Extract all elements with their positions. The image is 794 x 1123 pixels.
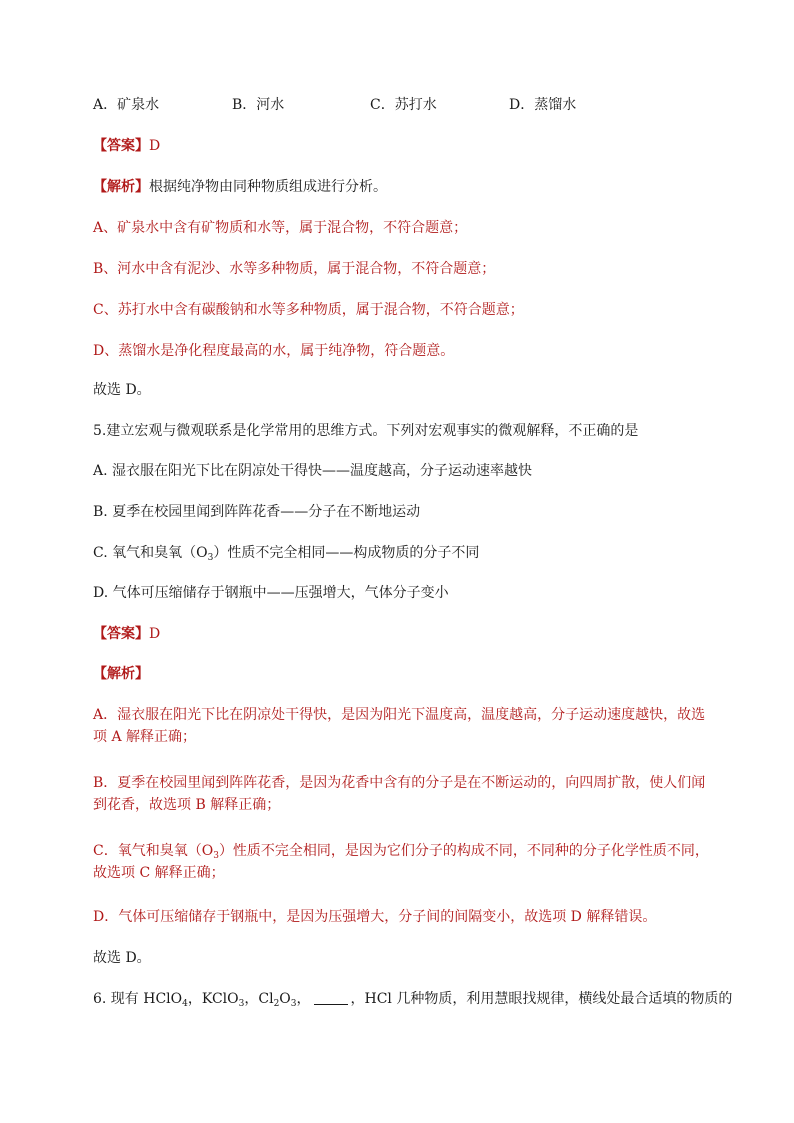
fill-in-blank[interactable] — [314, 990, 348, 1005]
q4-option-a: A．矿泉水 — [93, 97, 160, 113]
subscript: 3 — [290, 999, 297, 1009]
q6-text-3: ，Cl — [244, 991, 274, 1007]
q4-conclusion: 故选 D。 — [93, 382, 151, 398]
q5-explanation-d: D．气体可压缩储存于钢瓶中，是因为压强增大，分子间的间隔变小，故选项 D 解释错误。 — [93, 909, 657, 925]
q6-text-2: ，KClO — [187, 991, 239, 1007]
q4-item-a: A、矿泉水中含有矿物质和水等，属于混合物，不符合题意； — [93, 220, 468, 236]
q6-text-5: ， — [296, 991, 311, 1007]
analysis-intro: 根据纯净物由同种物质组成进行分析。 — [149, 179, 387, 195]
q5-conclusion: 故选 D。 — [93, 950, 151, 966]
q5-explanation-c-text-end: ）性质不完全相同，是因为它们分子的构成不同，不同种的分子化学性质不同，故选项 C 解释正确； — [93, 843, 709, 881]
q4-item-d: D、蒸馏水是净化程度最高的水，属于纯净物，符合题意。 — [93, 343, 455, 359]
q6-text-4: O — [279, 991, 291, 1007]
q5-analysis-label — [93, 663, 713, 685]
q5-explanation-b: B．夏季在校园里闻到阵阵花香，是因为花香中含有的分子是在不断运动的，向四周扩散，使人们闻到花香，故选项 B 解释正确； — [93, 775, 706, 813]
q5-option-c — [93, 542, 713, 564]
q4-option-d: D．蒸馏水 — [509, 97, 577, 113]
q4-answer — [93, 135, 713, 157]
answer-value: D — [149, 138, 161, 154]
q5-option-c-text-end: ）性质不完全相同——构成物质的分子不同 — [213, 545, 480, 561]
subscript: 3 — [213, 851, 219, 861]
analysis-label: 【解析】 — [93, 179, 149, 195]
q5-option-a: A. 湿衣服在阳光下比在阴凉处干得快——温度越高，分子运动速率越快 — [93, 463, 533, 479]
subscript: 4 — [182, 999, 188, 1009]
answer-label: 【答案】 — [93, 626, 149, 642]
q4-analysis — [93, 176, 713, 198]
q4-option-b: B．河水 — [232, 97, 285, 113]
q5-explanation-a: A．湿衣服在阳光下比在阴凉处干得快，是因为阳光下温度高，温度越高，分子运动速度越快，故选项 A 解释正确； — [93, 707, 706, 745]
q5-answer — [93, 623, 713, 645]
q6-text-6: ，HCl 几种物质，利用慧眼找规律，横线处最合适填的物质的 — [350, 991, 733, 1007]
answer-label: 【答案】 — [93, 138, 149, 154]
subscript: 3 — [238, 999, 245, 1009]
q6-stem — [93, 988, 733, 1010]
q4-item-b: B、河水中含有泥沙、水等多种物质，属于混合物，不符合题意； — [93, 261, 496, 277]
subscript: 2 — [273, 999, 280, 1009]
q5-option-c-text: C. 氧气和臭氧（O — [93, 545, 208, 561]
q5-explanation-c — [93, 840, 713, 884]
q4-item-c: C、苏打水中含有碳酸钠和水等多种物质，属于混合物，不符合题意； — [93, 302, 524, 318]
q5-explanation-c-text: C．氧气和臭氧（O — [93, 843, 214, 859]
subscript: 3 — [207, 553, 214, 563]
q6-text-1: 6. 现有 HClO — [93, 991, 183, 1007]
answer-value: D — [149, 626, 161, 642]
q5-option-b: B. 夏季在校园里闻到阵阵花香——分子在不断地运动 — [93, 504, 421, 520]
analysis-label: 【解析】 — [93, 666, 149, 682]
q4-option-c: C．苏打水 — [370, 97, 437, 113]
q5-stem: 5.建立宏观与微观联系是化学常用的思维方式。下列对宏观事实的微观解释，不正确的是 — [93, 423, 639, 439]
q5-option-d: D. 气体可压缩储存于钢瓶中——压强增大，气体分子变小 — [93, 585, 449, 601]
